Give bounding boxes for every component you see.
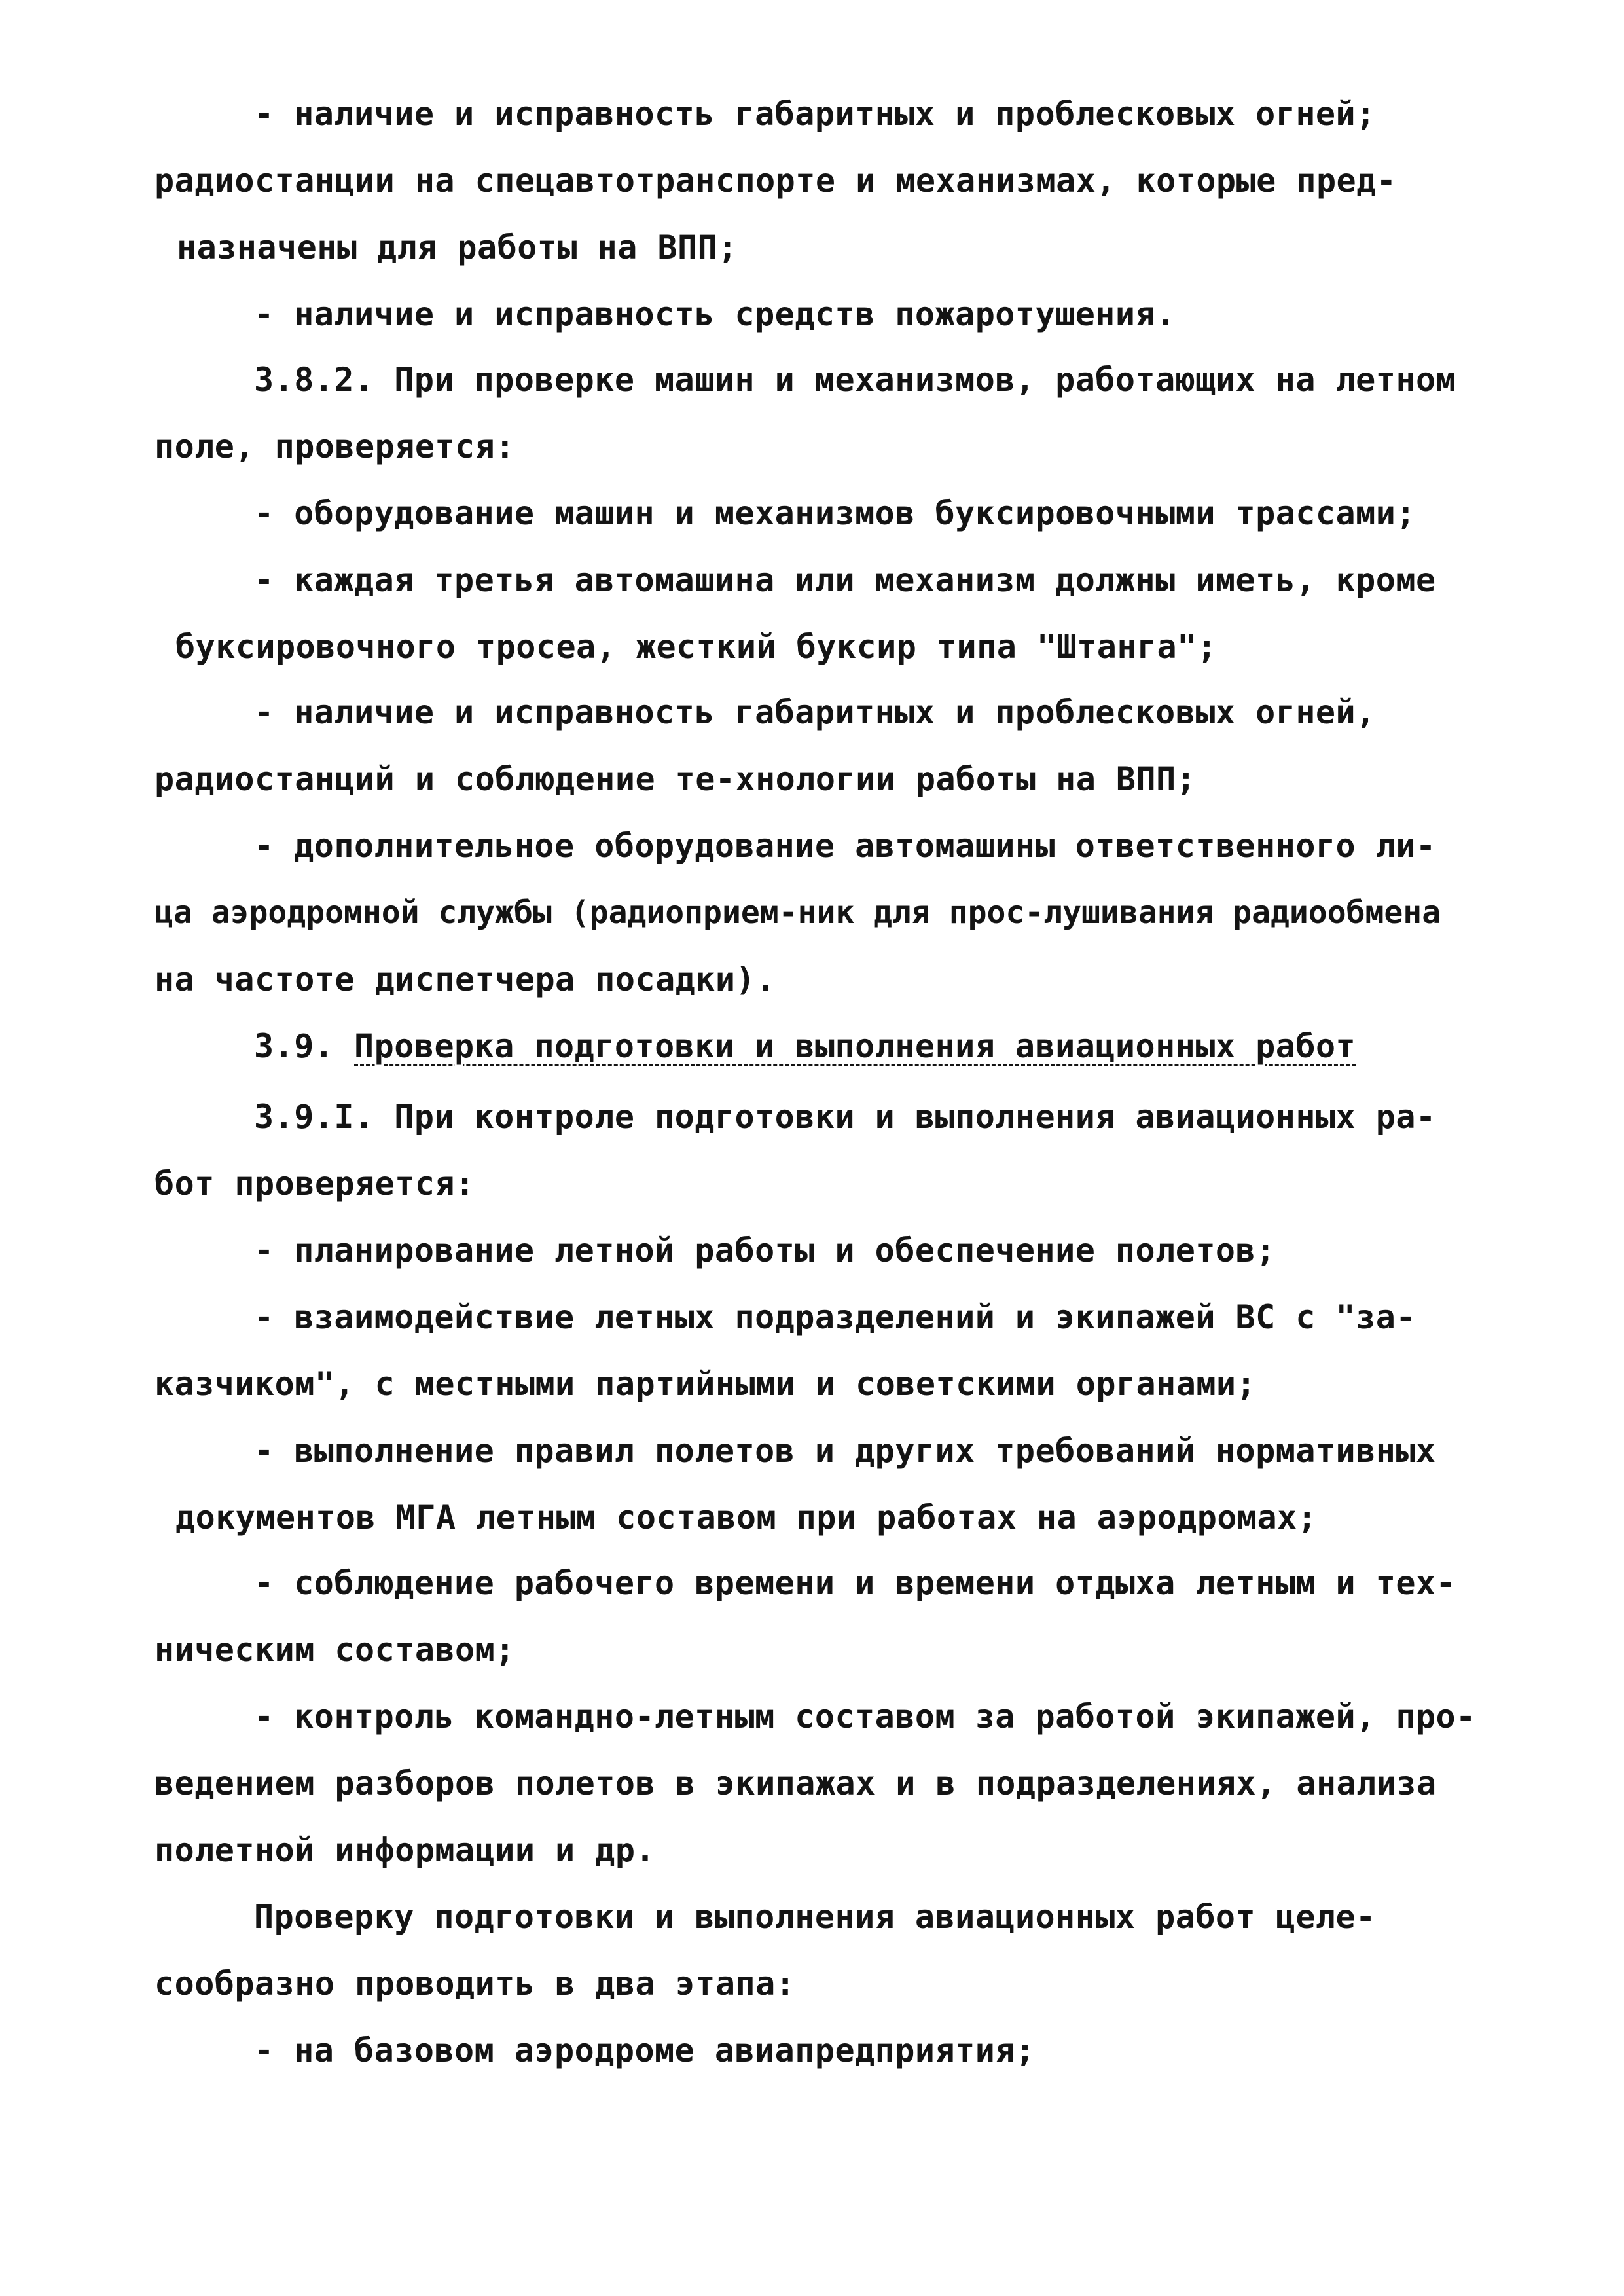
text-line: - наличие и исправность габаритных и проблесковых огней,: [254, 693, 1376, 731]
text-line: ническим составом;: [154, 1631, 515, 1669]
text-line: - соблюдение рабочего времени и времени отдыха летным и тех-: [254, 1564, 1456, 1602]
text-line: - планирование летной работы и обеспечение полетов;: [254, 1231, 1276, 1269]
text-line: 3.9.I. При контроле подготовки и выполнения авиационных ра-: [254, 1098, 1436, 1136]
text-line: радиостанции на спецавтотранспорте и механизмах, которые пред-: [154, 162, 1397, 200]
text-line: - каждая третья автомашина или механизм должны иметь, кроме: [254, 561, 1436, 599]
text-line: 3.8.2. При проверке машин и механизмов, работающих на летном: [254, 361, 1456, 399]
section-heading-number: 3.9.: [254, 1027, 334, 1065]
text-line: - наличие и исправность габаритных и проблесковых огней;: [254, 95, 1376, 133]
text-line: казчиком", с местными партийными и советскими органами;: [154, 1365, 1257, 1403]
text-line: полетной информации и др.: [154, 1831, 656, 1869]
text-line: Проверку подготовки и выполнения авиационных работ целе-: [254, 1898, 1376, 1936]
text-line: радиостанций и соблюдение те-хнологии работы на ВПП;: [154, 760, 1197, 798]
text-line: на частоте диспетчера посадки).: [154, 960, 776, 998]
text-line: ца аэродромной службы (радиоприем-ник для прос-лушивания радиообмена: [154, 894, 1441, 931]
text-line: - дополнительное оборудование автомашины ответственного ли-: [254, 827, 1436, 865]
text-line: - на базовом аэродроме авиапредприятия;: [254, 2032, 1036, 2069]
section-heading: [254, 1027, 1356, 1066]
text-line: поле, проверяется:: [154, 428, 515, 465]
text-line: - контроль командно-летным составом за работой экипажей, про-: [254, 1698, 1476, 1736]
text-line: - оборудование машин и механизмов буксировочными трассами;: [254, 494, 1416, 532]
text-line: бот проверяется:: [154, 1165, 475, 1203]
section-heading-title: Проверка подготовки и выполнения авиационных работ: [354, 1027, 1356, 1065]
text-line: - выполнение правил полетов и других требований нормативных: [254, 1432, 1436, 1470]
text-line: назначены для работы на ВПП;: [177, 228, 738, 266]
text-line: - взаимодействие летных подразделений и экипажей ВС с "за-: [254, 1298, 1416, 1336]
text-line: буксировочного тросеа, жесткий буксир типа "Штанга";: [175, 628, 1218, 666]
text-line: ведением разборов полетов в экипажах и в подразделениях, анализа: [154, 1764, 1437, 1802]
text-line: сообразно проводить в два этапа:: [154, 1965, 796, 2003]
text-line: - наличие и исправность средств пожаротушения.: [254, 295, 1176, 333]
text-line: документов МГА летным составом при работах на аэродромах;: [175, 1499, 1318, 1537]
